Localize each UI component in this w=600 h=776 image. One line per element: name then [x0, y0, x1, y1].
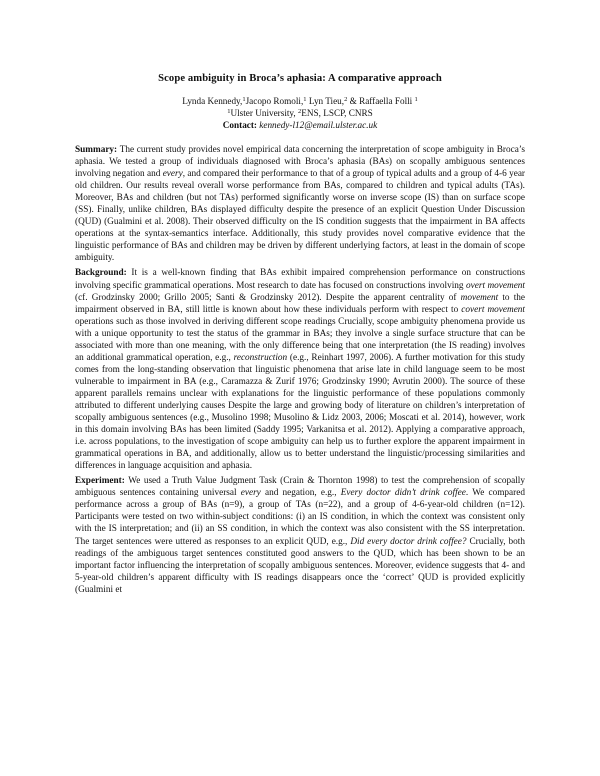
author-line	[0, 95, 600, 107]
contact-email: kennedy-l12@email.ulster.ac.uk	[259, 120, 378, 130]
paper-title: Scope ambiguity in Broca’s aphasia: A comparative approach	[158, 73, 442, 84]
emphasis: overt movement	[466, 280, 525, 291]
contact-line	[0, 119, 600, 131]
author-name: Jacopo Romoli,	[245, 96, 304, 106]
affiliation: Ulster University,	[230, 108, 299, 118]
experiment-paragraph	[75, 475, 525, 595]
affiliation-line	[0, 107, 600, 119]
section-label-summary: Summary:	[75, 145, 118, 155]
section-label-experiment: Experiment:	[75, 476, 125, 487]
affiliation-marker: 2	[298, 108, 302, 115]
summary-paragraph	[75, 144, 525, 264]
affiliation-marker: 1	[303, 96, 307, 103]
affiliation: ENS, LSCP, CNRS	[301, 108, 373, 118]
affiliation-marker: 1	[414, 96, 418, 103]
text-run: operations such as those involved in deriving different scope readings Crucially, scope ambiguity phenomena provide us with a unique opportunity to test the status of the grammar in BAs; they involve a single surface structure that can be associated with more than one meaning, with the only difference being that one interpretation (the IS reading) involves an additional grammatical operation, e.g.,	[75, 316, 525, 363]
text-run: It is a well-known finding that BAs exhibit impaired comprehension performance on constructions involving specific grammatical operations. Most research to date has focused on constructions involving	[75, 268, 525, 291]
section-label-background: Background:	[75, 268, 127, 279]
emphasis: covert movement	[461, 304, 525, 315]
text-run: Crucially, both readings of the ambiguous target sentences constituted good answers to the QUD, which has been shown to be an important factor influencing the interpretation of scopally ambiguous sentences. Moreover, evidence suggests that 4- and 5-year-old children’s apparent difficulty with IS readings disappears once the ‘correct’ QUD is provided explicitly (Gualmini et	[75, 536, 525, 595]
author-block	[0, 95, 600, 131]
emphasis: reconstruction	[233, 352, 288, 363]
author-name: & Raffaella Folli	[347, 96, 415, 106]
text-run: We used a Truth Value Judgment Task (Crain & Thornton 1998) to test the comprehension of scopally ambiguous sentences containing universal	[75, 476, 525, 499]
emphasis: movement	[460, 292, 499, 303]
abstract-body	[75, 144, 525, 599]
text-run: The current study provides novel empirical data concerning the interpretation of scope ambiguity in Broca’s aphasia. We tested a group of individuals diagnosed with Broca’s aphasia (BAs) on scopally ambiguous sentences involving negation and	[75, 145, 525, 180]
background-paragraph	[75, 267, 525, 472]
emphasis: Every doctor didn’t drink coffee	[340, 488, 466, 499]
affiliation-marker: 2	[344, 96, 348, 103]
text-run: , and compared their performance to that of a group of typical adults and a group of 4-6 year old children. Our results reveal overall worse performance from BAs, compared to children and typical adults (TAs). Moreover, BAs and children (but not TAs) performed significantly worse on inverse scope (IS) than on surface scope (SS). Finally, unlike children, BAs displayed difficulty despite the presence of an explicit Question Under Discussion (QUD) (Gualmini et al. 2008). Their observed difficulty on the IS condition suggests that the impairment in BA affects operations at the syntax-semantics interface. Additionally, this study provides novel comparative evidence that the linguistic performance of BAs and children may be driven by different underlying factors, at least in the domain of scope ambiguity.	[75, 169, 526, 264]
emphasis: every	[240, 488, 261, 499]
text-run: (e.g., Reinhart 1997, 2006). A further motivation for this study comes from the long-standing observation that linguistic phenomena that arise late in child language seem to be most vulnerable to impairment in BA (e.g., Caramazza & Zurif 1976; Grodzinsky 1990; Avrutin 2000). The source of these apparent parallels remains unclear with explanations for the linguistic performance of these populations commonly attributed to different underlying causes Despite the large and growing body of literature on children’s interpretation of scopally ambiguous sentences (e.g., Musolino 1998; Musolino & Lidz 2003, 2006; Moscati et al. 2014), however, work in this domain involving BAs has been limited (Saddy 1995; Varkanitsa et al. 2012). Applying a comparative approach, i.e. across populations, to the investigation of scope ambiguity can help us to further explore the apparent impairment in grammatical operations in BA, and additionally, allow us to better understand the linguistic/processing similarities and differences in language acquisition and aphasia.	[75, 352, 525, 472]
affiliation-marker: 1	[227, 108, 231, 115]
text-run: and negation, e.g.,	[260, 488, 341, 499]
text-run: to the impairment observed in BA, still little is known about how these individuals perform with respect to	[75, 292, 525, 315]
text-run: . We compared performance across a group of BAs (n=9), a group of TAs (n=22), and a group of 4-6-year-old children (n=12). Participants were tested on two within-subject conditions: (i) an IS condition, in which the context was consistent only with the IS interpretation; and (ii) an SS condition, in which the context was also consistent with the SS interpretation. The target sentences were uttered as responses to an explicit QUD, e.g.,	[75, 488, 525, 547]
emphasis: every	[162, 169, 183, 180]
emphasis: Did every doctor drink coffee?	[350, 536, 467, 547]
author-name: Lynda Kennedy,	[182, 96, 243, 106]
contact-label: Contact:	[222, 120, 257, 130]
author-name: Lyn Tieu,	[306, 96, 345, 106]
text-run: (cf. Grodzinsky 2000; Grillo 2005; Santi & Grodzinsky 2012). Despite the apparent centrality of	[75, 292, 461, 303]
affiliation-marker: 1	[242, 96, 246, 103]
